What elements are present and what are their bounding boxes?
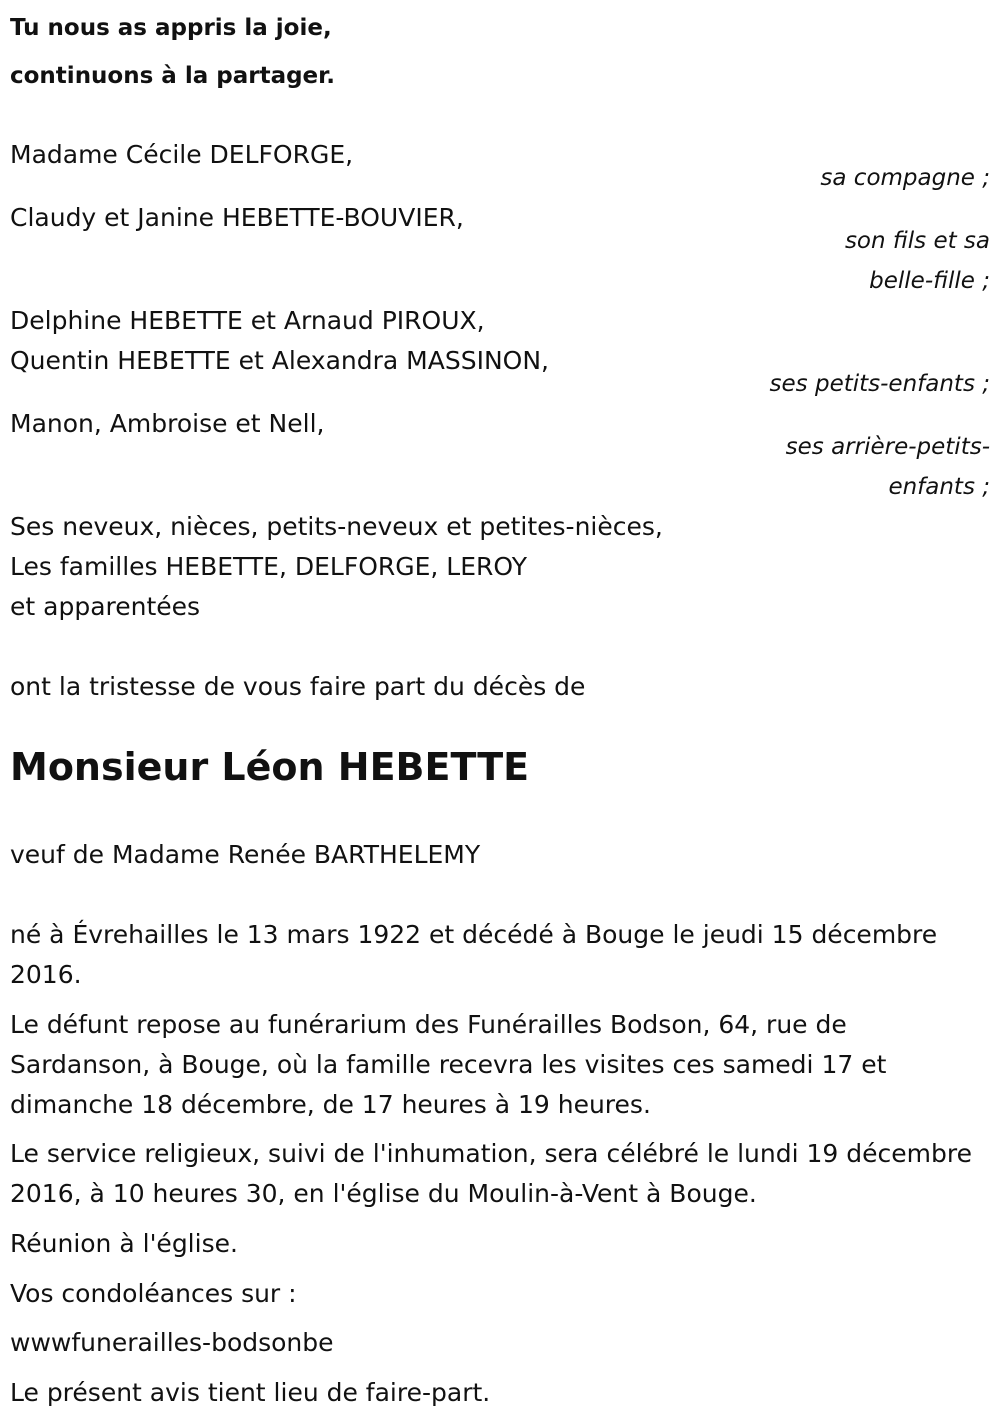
motto-line-1: Tu nous as appris la joie,: [10, 15, 332, 41]
notice-line: Le présent avis tient lieu de faire-part.: [10, 1378, 491, 1407]
service-paragraph: Le service religieux, suivi de l'inhumation, sera célébré le lundi 19 décembre 2016, à 10 heures 30, en l'église du Moulin-à-Vent à Bouge.: [10, 1139, 972, 1208]
family-name-grandchild-1: Delphine HEBETTE et Arnaud PIROUX,: [10, 306, 485, 335]
family-relation-great-grandchildren-line-1: ses arrière-petits-: [785, 434, 990, 460]
family-relation-great-grandchildren-line-2: enfants ;: [888, 474, 990, 500]
others-line-3: et apparentées: [10, 592, 201, 621]
others-line-1: Ses neveux, nièces, petits-neveux et petites-nièces,: [10, 512, 663, 541]
family-name-companion: Madame Cécile DELFORGE,: [10, 140, 354, 169]
deceased-name: Monsieur Léon HEBETTE: [10, 745, 530, 789]
meeting-line: Réunion à l'église.: [10, 1229, 238, 1258]
website-link[interactable]: wwwfunerailles-bodsonbe: [10, 1328, 334, 1357]
family-name-son: Claudy et Janine HEBETTE-BOUVIER,: [10, 203, 464, 232]
family-relation-son-line-1: son fils et sa: [844, 228, 990, 254]
motto-line-2: continuons à la partager.: [10, 63, 335, 89]
others-line-2: Les familles HEBETTE, DELFORGE, LEROY: [10, 552, 527, 581]
birth-death-paragraph: né à Évrehailles le 13 mars 1922 et décédé à Bouge le jeudi 15 décembre 2016.: [10, 920, 938, 989]
condolences-label: Vos condoléances sur :: [10, 1279, 297, 1308]
widower-line: veuf de Madame Renée BARTHELEMY: [10, 840, 481, 869]
family-relation-grandchildren: ses petits-enfants ;: [769, 371, 990, 397]
family-name-great-grandchildren: Manon, Ambroise et Nell,: [10, 409, 325, 438]
repose-paragraph: Le défunt repose au funérarium des Funérailles Bodson, 64, rue de Sardanson, à Bouge, où la famille recevra les visites ces samedi 17 et dimanche 18 décembre, de 17 heures à 19 heures.: [10, 1010, 887, 1119]
announcement: ont la tristesse de vous faire part du décès de: [10, 672, 586, 701]
family-relation-companion: sa compagne ;: [820, 165, 990, 191]
family-name-grandchild-2: Quentin HEBETTE et Alexandra MASSINON,: [10, 346, 549, 375]
family-relation-son-line-2: belle-fille ;: [869, 268, 990, 294]
